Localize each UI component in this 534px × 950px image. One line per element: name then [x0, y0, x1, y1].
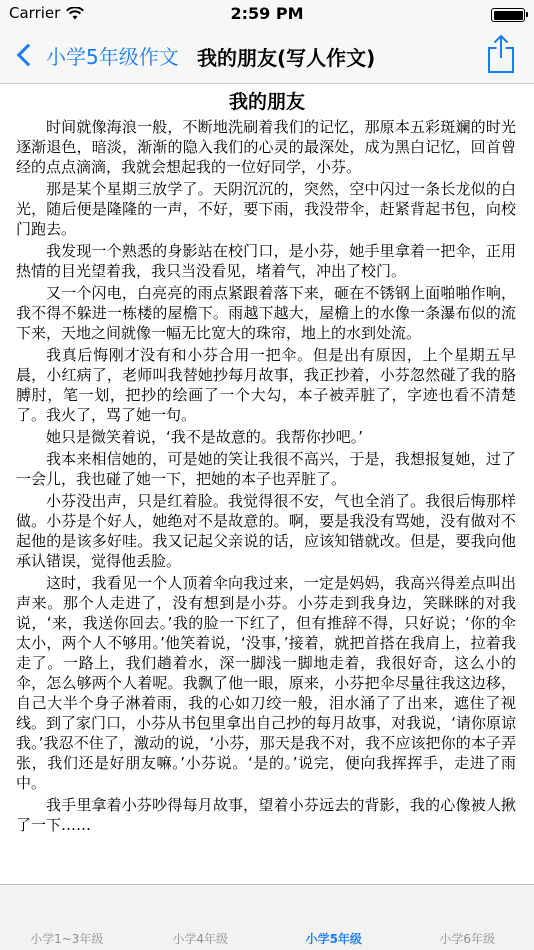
- tab-label: 小学1~3年级: [30, 932, 104, 946]
- article-paragraph: 这时，我看见一个人顶着伞向我过来，一定是妈妈，我高兴得差点叫出声来。那个人走进了，没有想到是小芬。小芬走到我身边，笑眯眯的对我说，‘来，我送你回去。’我的脸一下红了，但有推辞不得，只好说；‘你的伞太小，两个人不够用。’他笑着说，‘没事，’接着，就把首搭在我肩上，拉着我走了。一路上，我们趟着水，深一脚浅一脚地走着，我很好奇，这么小的伞，怎么够两个人着呢。我飘了他一眼，原来，小芬把伞尽量往我这边移，自己大半个身子淋着雨，我的心如刀绞一般，泪水涌了了出来，遮住了视线。到了家门口，小芬从书包里拿出自己抄的每月故事，对我说，‘请你原谅我。’我忍不住了，激动的说，‘小芬，那天是我不对，我不应该把你的本子弄张，我们还是好朋友嘛。’小芬说。‘是的。’说完，便向我挥挥手，走进了雨中。: [16, 574, 516, 792]
- chevron-left-icon: [17, 44, 40, 67]
- battery-fill: [494, 11, 523, 20]
- status-bar: [0, 0, 534, 28]
- tab-grade-1-3[interactable]: [0, 885, 134, 950]
- tab-label: 小学5年级: [305, 932, 362, 946]
- tab-label: 小学6年级: [439, 932, 496, 946]
- article-paragraph: 时间就像海浪一般，不断地洗刷着我们的记忆，那原本五彩斑斓的时光逐渐退色，暗淡，渐渐的隐入我们的心灵的最深处，成为黑白记忆，回首曾经的点点滴滴，我就会想起我的一位好同学，小芬。: [16, 118, 516, 176]
- status-time: 2:59 PM: [230, 4, 304, 23]
- article-paragraph: 又一个闪电，白亮亮的雨点紧跟着落下来，砸在不锈钢上面啪啪作响，我不得不躲进一栋楼的屋檐下。雨越下越大，屋檐上的水像一条瀑布似的流下来，天地之间就像一幅无比宽大的珠帘，地上的水到处流。: [16, 284, 516, 342]
- article-title: 我的朋友: [228, 91, 305, 113]
- article-content[interactable]: [0, 84, 534, 884]
- nav-title: 我的朋友(写人作文): [197, 46, 376, 70]
- tab-grade-6[interactable]: [401, 885, 534, 950]
- navigation-bar: [0, 28, 534, 84]
- back-button-label: 小学5年级作文: [46, 44, 179, 69]
- battery-icon: [491, 8, 525, 22]
- article-paragraph: 我发现一个熟悉的身影站在校门口，是小芬，她手里拿着一把伞，正用热情的目光望着我，我只当没看见，堵着气，冲出了校门。: [16, 242, 516, 280]
- share-icon[interactable]: [486, 34, 516, 74]
- tab-label: 小学4年级: [172, 932, 229, 946]
- tab-bar: [0, 884, 534, 950]
- article-paragraph: 小芬没出声，只是红着脸。我觉得很不安，气也全消了。我很后悔那样做。小芬是个好人，她绝对不是故意的。啊，要是我没有骂她，没有做对不起他的是该多好哇。我又记起父亲说的话，应该知错就改。但是，要我向他承认错误，觉得他丢脸。: [16, 492, 516, 570]
- article-paragraph: 我真后悔刚才没有和小芬合用一把伞。但是出有原因，上个星期五早晨，小红病了，老师叫我替她抄每月故事，我正抄着，小芬忽然碰了我的胳膊肘，笔一划，把抄的绘画了一个大勾，本子被弄脏了，字迹也看不清楚了。我火了，骂了她一句。: [16, 346, 516, 424]
- tab-grade-5[interactable]: [267, 885, 401, 950]
- carrier-label: Carrier: [9, 4, 61, 22]
- article-paragraph: 我手里拿着小芬吵得每月故事，望着小芬远去的背影，我的心像被人揪了一下……: [16, 796, 516, 834]
- article-paragraph: 我本来相信她的，可是她的笑让我很不高兴，于是，我想报复她，过了一会儿，我也碰了她一下，把她的本子也弄脏了。: [16, 450, 516, 488]
- back-button[interactable]: [14, 38, 179, 72]
- article-body: [0, 117, 534, 835]
- tab-grade-4[interactable]: [134, 885, 268, 950]
- article-paragraph: 她只是微笑着说，‘我不是故意的。我帮你抄吧。’: [46, 428, 364, 446]
- article-paragraph: 那是某个星期三放学了。天阴沉沉的，突然，空中闪过一条长龙似的白光，随后便是隆隆的一声，不好，要下雨，我没带伞，赶紧背起书包，向校门跑去。: [16, 180, 516, 238]
